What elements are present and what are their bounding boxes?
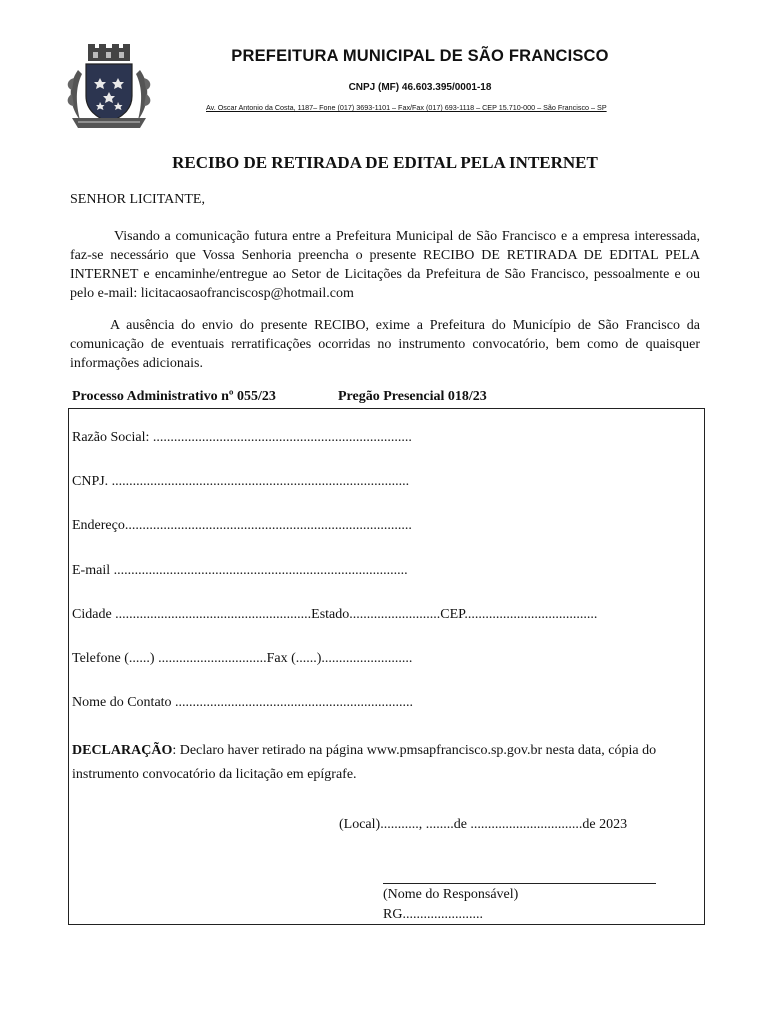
- municipality-cnpj: CNPJ (MF) 46.603.395/0001-18: [348, 82, 492, 93]
- greeting: SENHOR LICITANTE,: [70, 192, 205, 207]
- declaration-label: DECLARAÇÃO: [72, 743, 173, 758]
- document-title: RECIBO DE RETIRADA DE EDITAL PELA INTERNET: [172, 153, 598, 172]
- municipality-address: Av. Oscar Antonio da Costa, 1187– Fone (017) 3693-1101 – Fax/Fax (017) 693-1118 – CEP 15.710-000 – São Francisco – SP: [206, 103, 607, 112]
- municipal-coat-of-arms: [66, 44, 152, 134]
- declaration-body: : Declaro haver retirado na página www.pmsapfrancisco.sp.gov.br nesta data, cópia do instrumento convocatório da licitação em epígrafe.: [72, 743, 657, 782]
- telefone-fax-field[interactable]: Telefone (......) ...............................Fax (......)..........................: [72, 651, 413, 666]
- rg-field[interactable]: RG.......................: [383, 907, 483, 922]
- email-field[interactable]: E-mail ....................................................................................: [72, 563, 408, 578]
- cidade-estado-cep-field[interactable]: Cidade ........................................................Estado..........................CEP......................................: [72, 607, 598, 622]
- signature-line: [383, 883, 656, 884]
- disclaimer-paragraph: A ausência do envio do presente RECIBO, exime a Prefeitura do Município de São Francisco da comunicação de eventuais rerratificações ocorridas no instrumento convocatório, bem como de quaisquer informações adicionais.: [70, 318, 700, 371]
- razao-social-field[interactable]: Razão Social: ..........................................................................: [72, 430, 412, 445]
- declaration-text: [72, 739, 697, 787]
- pregao-number: Pregão Presencial 018/23: [338, 389, 487, 404]
- signature-name-label: (Nome do Responsável): [383, 887, 519, 902]
- local-date-line[interactable]: (Local)..........., ........de ................................de 2023: [339, 817, 628, 832]
- process-number: Processo Administrativo nº 055/23: [72, 389, 276, 404]
- endereco-field[interactable]: Endereço..................................................................................: [72, 518, 412, 533]
- instruction-paragraph: Visando a comunicação futura entre a Prefeitura Municipal de São Francisco e a empresa interessada, faz-se necessário que Vossa Senhoria preencha o presente RECIBO DE RETIRADA DE EDITAL PELA INTERNET e encaminhe/entregue ao Setor de Licitações da Prefeitura de São Francisco, pessoalmente e ou pelo e-mail: licitacaosaofranciscosp@hotmail.com: [70, 229, 700, 301]
- cnpj-field[interactable]: CNPJ. .....................................................................................: [72, 474, 410, 489]
- municipality-header-title: PREFEITURA MUNICIPAL DE SÃO FRANCISCO: [231, 47, 609, 65]
- contact-name-field[interactable]: Nome do Contato ....................................................................: [72, 695, 414, 710]
